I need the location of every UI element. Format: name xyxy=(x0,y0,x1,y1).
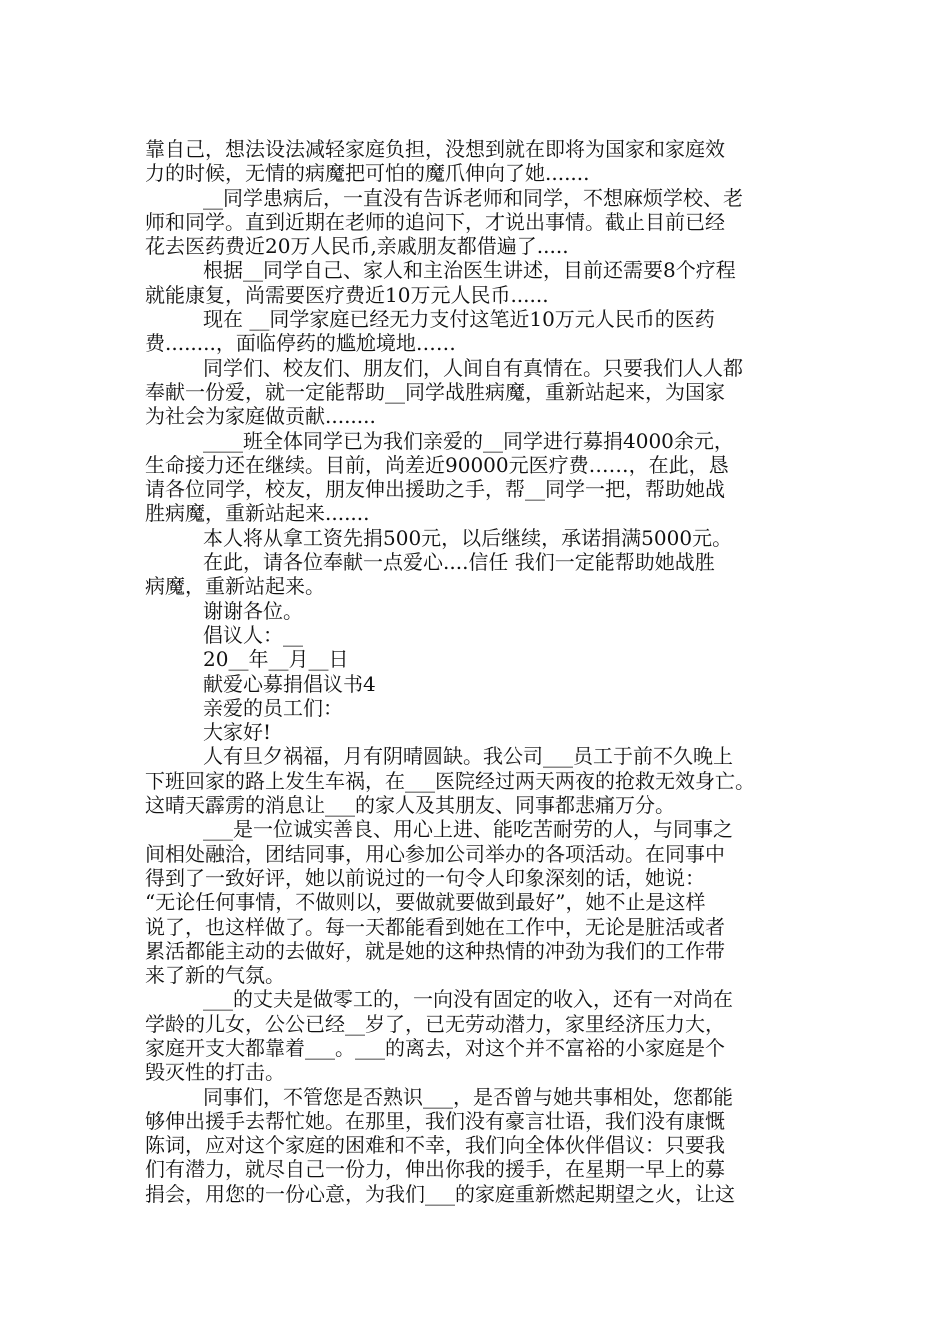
text-line: 谢谢各位。 xyxy=(203,598,303,623)
text-line: 20__年__月__日 xyxy=(203,647,349,672)
text-line: 胜病魔，重新站起来....... xyxy=(145,501,370,526)
text-line: 够伸出援手去帮忙她。在那里，我们没有豪言壮语，我们没有康慨 xyxy=(145,1108,725,1133)
text-line: 学龄的儿女，公公已经__岁了，已无劳动潜力，家里经济压力大， xyxy=(145,1011,725,1036)
text-line: ___的丈夫是做零工的，一向没有固定的收入，还有一对尚在 xyxy=(203,987,733,1012)
text-line: 根据__同学自己、家人和主治医生讲述，目前还需要8个疗程 xyxy=(203,258,736,283)
text-line: 就能康复，尚需要医疗费近10万元人民币...... xyxy=(145,282,549,307)
text-line: 累活都能主动的去做好，就是她的这种热情的冲劲为我们的工作带 xyxy=(145,938,725,963)
text-line: 捐会，用您的一份心意，为我们___的家庭重新燃起期望之火，让这 xyxy=(145,1181,735,1206)
text-line: 倡议人：__ xyxy=(203,622,303,647)
document-body xyxy=(145,137,825,1206)
text-line: “无论任何事情，不做则以，要做就要做到最好”，她不止是这样 xyxy=(145,890,706,915)
text-line: 人有旦夕祸福，月有阴晴圆缺。我公司___员工于前不久晚上 xyxy=(203,744,733,769)
text-line: 来了新的气氛。 xyxy=(145,963,285,988)
text-line: 得到了一致好评，她以前说过的一句令人印象深刻的话，她说： xyxy=(145,865,705,890)
text-line: 这晴天霹雳的消息让___的家人及其朋友、同事都悲痛万分。 xyxy=(145,793,675,818)
text-line: 生命接力还在继续。目前，尚差近90000元医疗费……，在此，恳 xyxy=(145,452,729,477)
text-line: 在此，请各位奉献一点爱心....信任 我们一定能帮助她战胜 xyxy=(203,550,715,575)
text-line: 本人将从拿工资先捐500元，以后继续，承诺捐满5000元。 xyxy=(203,525,733,550)
text-line: 们有潜力，就尽自己一份力，伸出你我的援手，在星期一早上的募 xyxy=(145,1157,725,1182)
text-line: 说了，也这样做了。每一天都能看到她在工作中，无论是脏活或者 xyxy=(145,914,725,939)
text-line: 花去医药费近20万人民币,亲戚朋友都借遍了..... xyxy=(145,234,569,259)
text-line: 大家好! xyxy=(203,720,272,745)
text-line: 家庭开支大都靠着___。___的离去，对这个并不富裕的小家庭是个 xyxy=(145,1035,725,1060)
text-line: 同事们，不管您是否熟识___，是否曾与她共事相处，您都能 xyxy=(203,1084,733,1109)
text-line: 陈词，应对这个家庭的困难和不幸，我们向全体伙伴倡议：只要我 xyxy=(145,1133,725,1158)
text-line: 现在 __同学家庭已经无力支付这笔近10万元人民币的医药 xyxy=(203,307,715,332)
text-line: 为社会为家庭做贡献........ xyxy=(145,404,376,429)
text-line: __同学患病后，一直没有告诉老师和同学，不想麻烦学校、老 xyxy=(203,185,743,210)
text-line: 毁灭性的打击。 xyxy=(145,1060,285,1085)
text-line: 亲爱的员工们： xyxy=(203,695,343,720)
text-line: ____班全体同学已为我们亲爱的__同学进行募捐4000余元， xyxy=(203,428,734,453)
text-line: ___是一位诚实善良、用心上进、能吃苦耐劳的人，与同事之 xyxy=(203,817,733,842)
text-line: 病魔，重新站起来。 xyxy=(145,574,325,599)
text-line: 请各位同学，校友，朋友伸出援助之手，帮__同学一把，帮助她战 xyxy=(145,477,725,502)
text-line: 力的时候，无情的病魔把可怕的魔爪伸向了她....... xyxy=(145,161,590,186)
text-line: 献爱心募捐倡议书4 xyxy=(203,671,376,696)
text-line: 靠自己，想法设法减轻家庭负担，没想到就在即将为国家和家庭效 xyxy=(145,137,725,161)
text-line: 奉献一份爱，就一定能帮助__同学战胜病魔，重新站起来，为国家 xyxy=(145,379,725,404)
text-line: 间相处融洽，团结同事，用心参加公司举办的各项活动。在同事中 xyxy=(145,841,725,866)
text-line: 下班回家的路上发生车祸，在___医院经过两天两夜的抢救无效身亡。 xyxy=(145,768,755,793)
text-line: 同学们、校友们、朋友们，人间自有真情在。只要我们人人都 xyxy=(203,355,743,380)
text-line: 费........，面临停药的尴尬境地…… xyxy=(145,331,456,356)
text-line: 师和同学。直到近期在老师的追问下，才说出事情。截止目前已经 xyxy=(145,209,725,234)
